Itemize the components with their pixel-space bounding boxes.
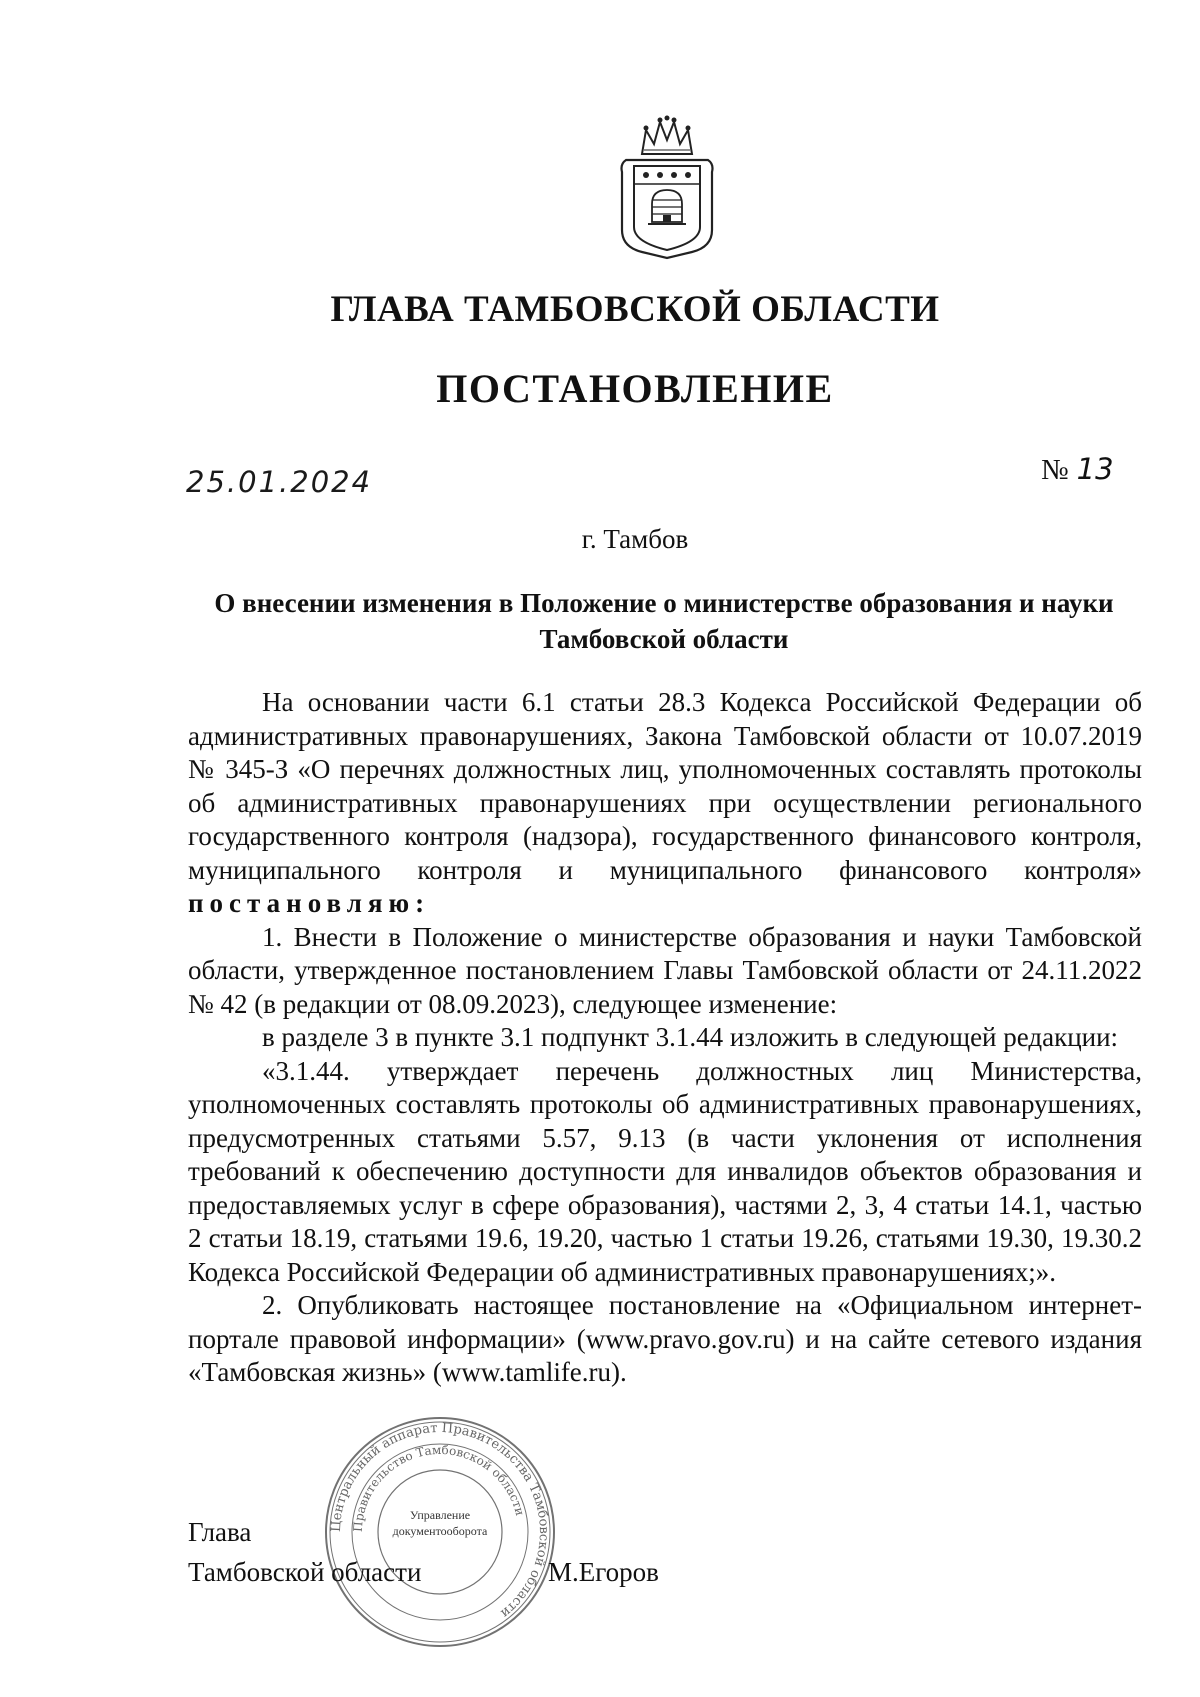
coat-of-arms-emblem [612,112,722,262]
document-date: 25.01.2024 [186,465,373,499]
item-1-quote-paragraph: «3.1.44. утверждает перечень должностных лиц Министерства, уполномоченных составлять протоколы об административных правонарушениях, предусмотренных статьями 5.57, 9.13 (в части уклонения от исполнения требований к обеспечению доступности для инвалидов объектов образования и предоставляемых услуг в сфере образования), частями 2, 3, 4 статьи 14.1, частью 2 статьи 18.19, статьями 19.6, 19.20, частью 1 статьи 19.26, статьями 19.30, 19.30.2 Кодекса Российской Федерации об административных правонарушениях;». [188,1055,1142,1287]
document-body [188,686,1142,1390]
document-subject: О внесении изменения в Положение о министерстве образования и науки Тамбовской области [214,588,1114,654]
document-type-title: ПОСТАНОВЛЕНИЕ [436,366,834,411]
number-label: № [1041,454,1069,486]
preamble-paragraph [188,686,1142,921]
stamp-outer-text: Центральный аппарат Правительства Тамбовской области [328,1420,552,1621]
item-1-paragraph: 1. Внести в Положение о министерстве образования и науки Тамбовской области, утвержденное постановлением Главы Тамбовской области от 24.11.2022 № 42 (в редакции от 08.09.2023), следующее изменение: [188,921,1142,1019]
stamp-middle-text: Правительство Тамбовской области [350,1442,528,1533]
signatory-position-line2: Тамбовской области [188,1557,422,1587]
item-2-paragraph: 2. Опубликовать настоящее постановление на «Официальном интернет-портале правовой информации» (www.pravo.gov.ru) и на сайте сетевого издания «Тамбовская жизнь» (www.tamlife.ru). [188,1290,1142,1387]
organization-title: ГЛАВА ТАМБОВСКОЙ ОБЛАСТИ [330,289,940,330]
signatory-position [188,1512,421,1592]
signatory-name: М.Егоров [548,1557,659,1587]
preamble-text: На основании части 6.1 статьи 28.3 Кодекса Российской Федерации об административных правонарушениях, Закона Тамбовской области от 10.07.2019 № 345-З «О перечнях должностных лиц, уполномоченных составлять протоколы об административных правонарушениях при осуществлении регионального государственного контроля (надзора), государственного финансового контроля, муниципального контроля и муниципального финансового контроля» [188,687,1142,885]
item-1-detail-paragraph: в разделе 3 в пункте 3.1 подпункт 3.1.44 изложить в следующей редакции: [262,1022,1119,1052]
resolve-word: постановляю: [188,888,431,918]
city-line: г. Тамбов [581,524,689,554]
stamp-inner-text: Управление документооборота [392,1508,488,1538]
signatory-position-line1: Глава [188,1517,252,1547]
number-value: 13 [1076,452,1114,486]
document-number [1041,452,1114,487]
